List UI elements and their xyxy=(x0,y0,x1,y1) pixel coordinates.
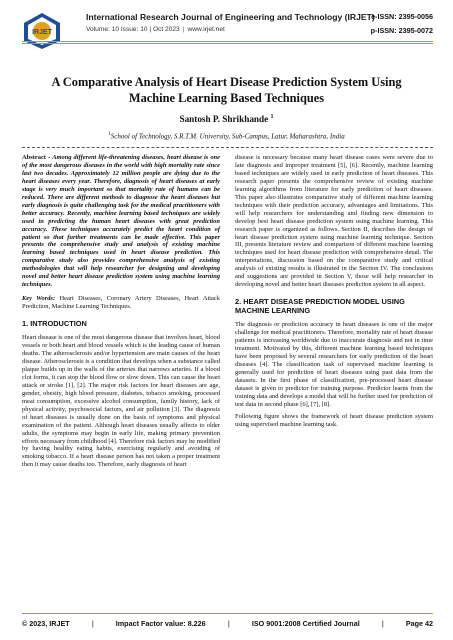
p-issn: p-ISSN: 2395-0072 xyxy=(370,26,433,35)
footer-iso: ISO 9001:2008 Certified Journal xyxy=(251,619,360,628)
svg-text:IRJET: IRJET xyxy=(32,29,52,36)
affiliation-superscript: 1 xyxy=(108,132,111,137)
section-heading-model: 2. HEART DISEASE PREDICTION MODEL USING MACHINE LEARNING xyxy=(235,297,405,316)
model-paragraph: The diagnosis or prediction accuracy in heart diseases is one of the major challenge for medical practitioners. Therefore, mortality rate of heart disease patients is increasing worldwide due to inaccurate diagnosis and not in time treatment. Motivated by this, different machine learning based techniques have been proposed by several researchers for early prediction of the heart diseases [4]. The classification task of supervised machine learning is generally used for prediction of heart diseases using past data from the datasets. In the first phase of classification, pre-processed heart disease dataset is given to predictor for training purpose. Predictor learns from the training data and develops a model that will be further used for prediction of test data in second phase [6], [7], [8]. xyxy=(235,321,433,408)
volume-issue: Volume: 10 Issue: 10 | Oct 2023 xyxy=(86,26,180,33)
affiliation: School of Technology, S.R.T.M. University, Sub-Campus, Latur, Maharashtra, India xyxy=(110,132,345,141)
footer-copyright: © 2023, IRJET xyxy=(22,619,70,628)
author-line xyxy=(0,114,453,124)
journal-volume: Volume: 10 Issue: 10 | Oct 2023 | www.irjet.net xyxy=(86,26,225,33)
introduction-paragraph: Heart disease is one of the most dangerous disease that involves heart, blood vessels or both heart and blood vessels which is the leading cause of human deaths. The atherosclerosis and/or hypertension are main causes of the heart disease. Atherosclerosis is a condition that develops when a substance called plaque builds up in the walls of the arteries that narrows arteries. If a blood clot forms, it can stop the blood flow or slow down. This can cause the heart attack or stroke [1], [2]. The major risk factors for heart diseases are age, gender, obesity, high blood pressure, diabetes, tobacco smoking, processed meat consumption, excessive alcohol consumption, family history, lack of physical activity, psychosocial factors, and air pollution [3]. The diagnosis of heart diseases is usually done on the basis of symptoms and physical examination of the patient. Although heart diseases usually affects to older adults, the symptoms may begin in early life, making primary prevention efforts necessary from childhood [4]. Therefore risk factors may be modified by having healthy eating habits, exercising regularly and avoiding of smoking tobacco. If a heart disease person has not taken a proper treatment then it may cause deaths too. Therefore, early diagnosis of heart xyxy=(22,334,221,469)
footer-page-number: Page 42 xyxy=(405,619,433,628)
footer-impact-factor: Impact Factor value: 8.226 xyxy=(115,619,206,628)
abstract xyxy=(22,154,220,289)
header-rule-thin xyxy=(22,43,433,44)
title-separator xyxy=(22,147,433,149)
introduction-continued: disease is necessary because many heart disease cases were severe due to late diagnosis and improper treatment [5], [6]. Recently, machine learning based techniques are widely used in early prediction of heart diseases. This research paper presents the comprehensive review of existing machine learning algorithms from literature for early prediction of heart diseases. This paper also illustrates comparative study of different machine learning techniques with their prediction accuracy, advantages and limitations. This will help researchers for understanding and finding new dimension to develop best heart disease prediction system using machine learning. This research paper is organized as follows. Section II, describes the design of heart disease prediction system using machine learning technique. Section III, presents literature review and comparison of different machine learning techniques used for heart disease prediction with comprehensive detail. The interpretations, discussion based on the comparative study and critical analysis of existing results is illustrated in the Section IV. The conclusions and suggestions are provided in Section V, those will help researcher in developing novel and better heart diseases prediction system in all aspect. xyxy=(235,154,433,289)
keywords xyxy=(22,295,220,311)
author-superscript: 1 xyxy=(270,114,274,120)
abstract-text: Among different life-threatening diseases, heart disease is one of the most dangerous diseases in the world with high mortality rate since last two decades. Approximately 12 million people are dying due to the heart diseases every year. Therefore, diagnosis of heart diseases at early stage is very much important so that mortality rate of humans can be reduced. There are different methods to diagnose the heart diseases but early diagnosis is quite challenging task for the medical practitioners with better accuracy. Recently, machine learning based techniques are widely used in predicting the human heart diseases with great prediction accuracy. These techniques accurately predict the heart condition of patient so that further treatments can be made effective. This paper presents the comprehensive study and analysis of existing machine learning based techniques used in heart disease prediction. This comparative study also provides comprehensive analysis of existing methodologies that will help researcher for designing and developing novel and better heart disease prediction system using machine learning techniques. xyxy=(22,154,220,289)
figure-intro-paragraph: Following figure shows the framework of heart disease prediction system using supervised machine learning task. xyxy=(235,412,433,428)
journal-header xyxy=(22,10,433,64)
paper-title: A Comparative Analysis of Heart Disease Prediction System Using Machine Learning Based Techniques xyxy=(51,75,402,105)
footer-rule xyxy=(22,613,433,614)
header-rule xyxy=(22,41,433,42)
keywords-text: Heart Diseases, Coronary Artery Diseases, Heart Attack Prediction, Machine Learning Techniques. xyxy=(22,295,220,311)
e-issn: e-ISSN: 2395-0056 xyxy=(371,12,433,21)
journal-title: International Research Journal of Engineering and Technology (IRJET) xyxy=(86,12,375,22)
page-footer: © 2023, IRJET | Impact Factor value: 8.226 | ISO 9001:2008 Certified Journal | Page 42 xyxy=(22,619,433,628)
abstract-label: Abstract - xyxy=(22,154,53,161)
journal-website[interactable]: www.irjet.net xyxy=(187,26,225,33)
affiliation-line xyxy=(0,132,453,140)
section-heading-introduction: 1. INTRODUCTION xyxy=(22,319,87,329)
irjet-logo xyxy=(22,12,62,50)
keywords-label: Key Words: xyxy=(22,295,56,303)
right-column xyxy=(235,154,433,433)
author-name: Santosh P. Shrikhande xyxy=(179,114,269,125)
left-column xyxy=(22,154,220,473)
